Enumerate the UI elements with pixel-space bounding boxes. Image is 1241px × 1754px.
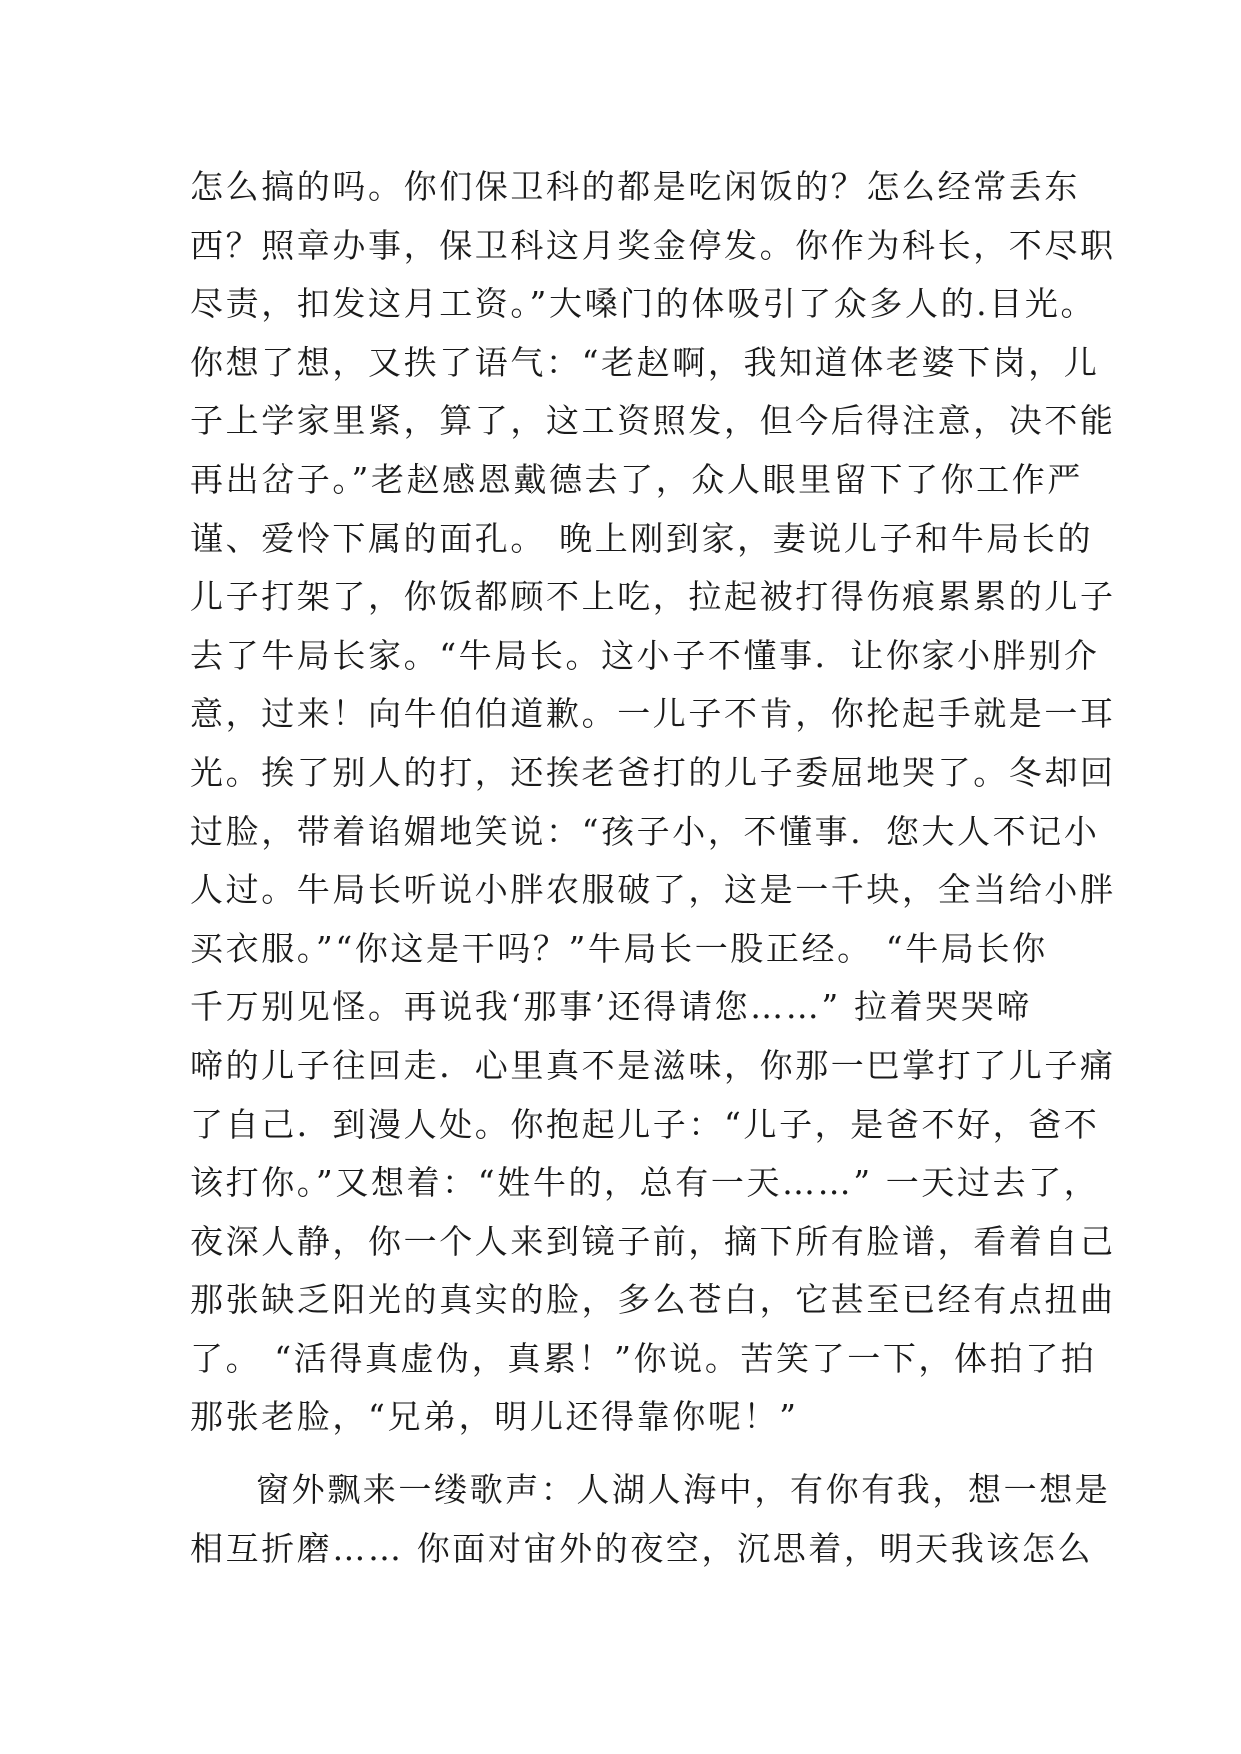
text-line: 千万别见怪。再说我‘那事’还得请您……” 拉着哭哭啼 xyxy=(190,987,1032,1027)
text-line: 儿子打架了，你饭都顾不上吃，拉起被打得伤痕累累的儿子 xyxy=(190,577,1116,617)
paragraph-2 xyxy=(190,1461,1111,1578)
text-line: 相互折磨…… 你面对宙外的夜空，沉思着，明天我该怎么 xyxy=(190,1528,1094,1568)
text-line: 啼的儿子往回走．心里真不是滋味，你那一巴掌打了儿子痛 xyxy=(190,1045,1116,1085)
paragraph-1 xyxy=(190,158,1116,1447)
text-line: 意，过来！向牛伯伯道歉。一儿子不肯，你抡起手就是一耳 xyxy=(190,694,1116,734)
paragraph-gap xyxy=(190,1447,1050,1461)
text-line: 买衣服。”“你这是干吗？”牛局长一股正经。 “牛局长你 xyxy=(190,928,1048,968)
text-line: 人过。牛局长听说小胖农服破了，这是一千块，全当给小胖 xyxy=(190,870,1116,910)
text-line: 夜深人静，你一个人来到镜子前，摘下所有脸谱，看着自己 xyxy=(190,1221,1116,1261)
text-line: 光。挨了别人的打，还挨老爸打的儿子委屈地哭了。冬却回 xyxy=(190,752,1116,792)
text-line: 那张老脸，“兄弟，明儿还得靠你呢！” xyxy=(190,1397,799,1437)
text-line: 该打你。”又想着：“姓牛的，总有一天……” 一天过去了， xyxy=(190,1163,1100,1203)
text-line: 了自己．到漫人处。你抱起儿子：“儿子，是爸不好，爸不 xyxy=(190,1104,1100,1144)
text-line: 谨、爱怜下属的面孔。 晚上刚到家，妻说儿子和牛局长的 xyxy=(190,518,1094,558)
text-line: 尽责，扣发这月工资。”大嗓门的体吸引了众多人的.目光。 xyxy=(190,284,1097,324)
text-line: 西？照章办事，保卫科这月奖金停发。你作为科长，不尽职 xyxy=(190,225,1116,265)
body-text xyxy=(190,158,1116,1578)
text-line: 过脸，带着谄媚地笑说：“孩子小，不懂事．您大人不记小 xyxy=(190,811,1100,851)
text-line: 窗外飘来一缕歌声：人湖人海中，有你有我，想一想是 xyxy=(256,1470,1111,1510)
text-line: 了。 “活得真虚伪，真累！”你说。苦笑了一下，体拍了拍 xyxy=(190,1338,1097,1378)
text-line: 再出岔子。”老赵感恩戴德去了，众人眼里留下了你工作严 xyxy=(190,459,1083,499)
text-line: 你想了想，又抶了语气：“老赵啊，我知道体老婆下岗，儿 xyxy=(190,342,1100,382)
text-line: 去了牛局长家。“牛局长。这小子不懂事．让你家小胖别介 xyxy=(190,635,1100,675)
text-line: 子上学家里紧，算了，这工资照发，但今后得注意，决不能 xyxy=(190,401,1116,441)
text-line: 怎么搞的吗。你们保卫科的都是吃闲饭的？怎么经常丢东 xyxy=(190,167,1080,206)
text-line: 那张缺乏阳光的真实的脸，多么苍白，它甚至已经有点扭曲 xyxy=(190,1280,1116,1320)
